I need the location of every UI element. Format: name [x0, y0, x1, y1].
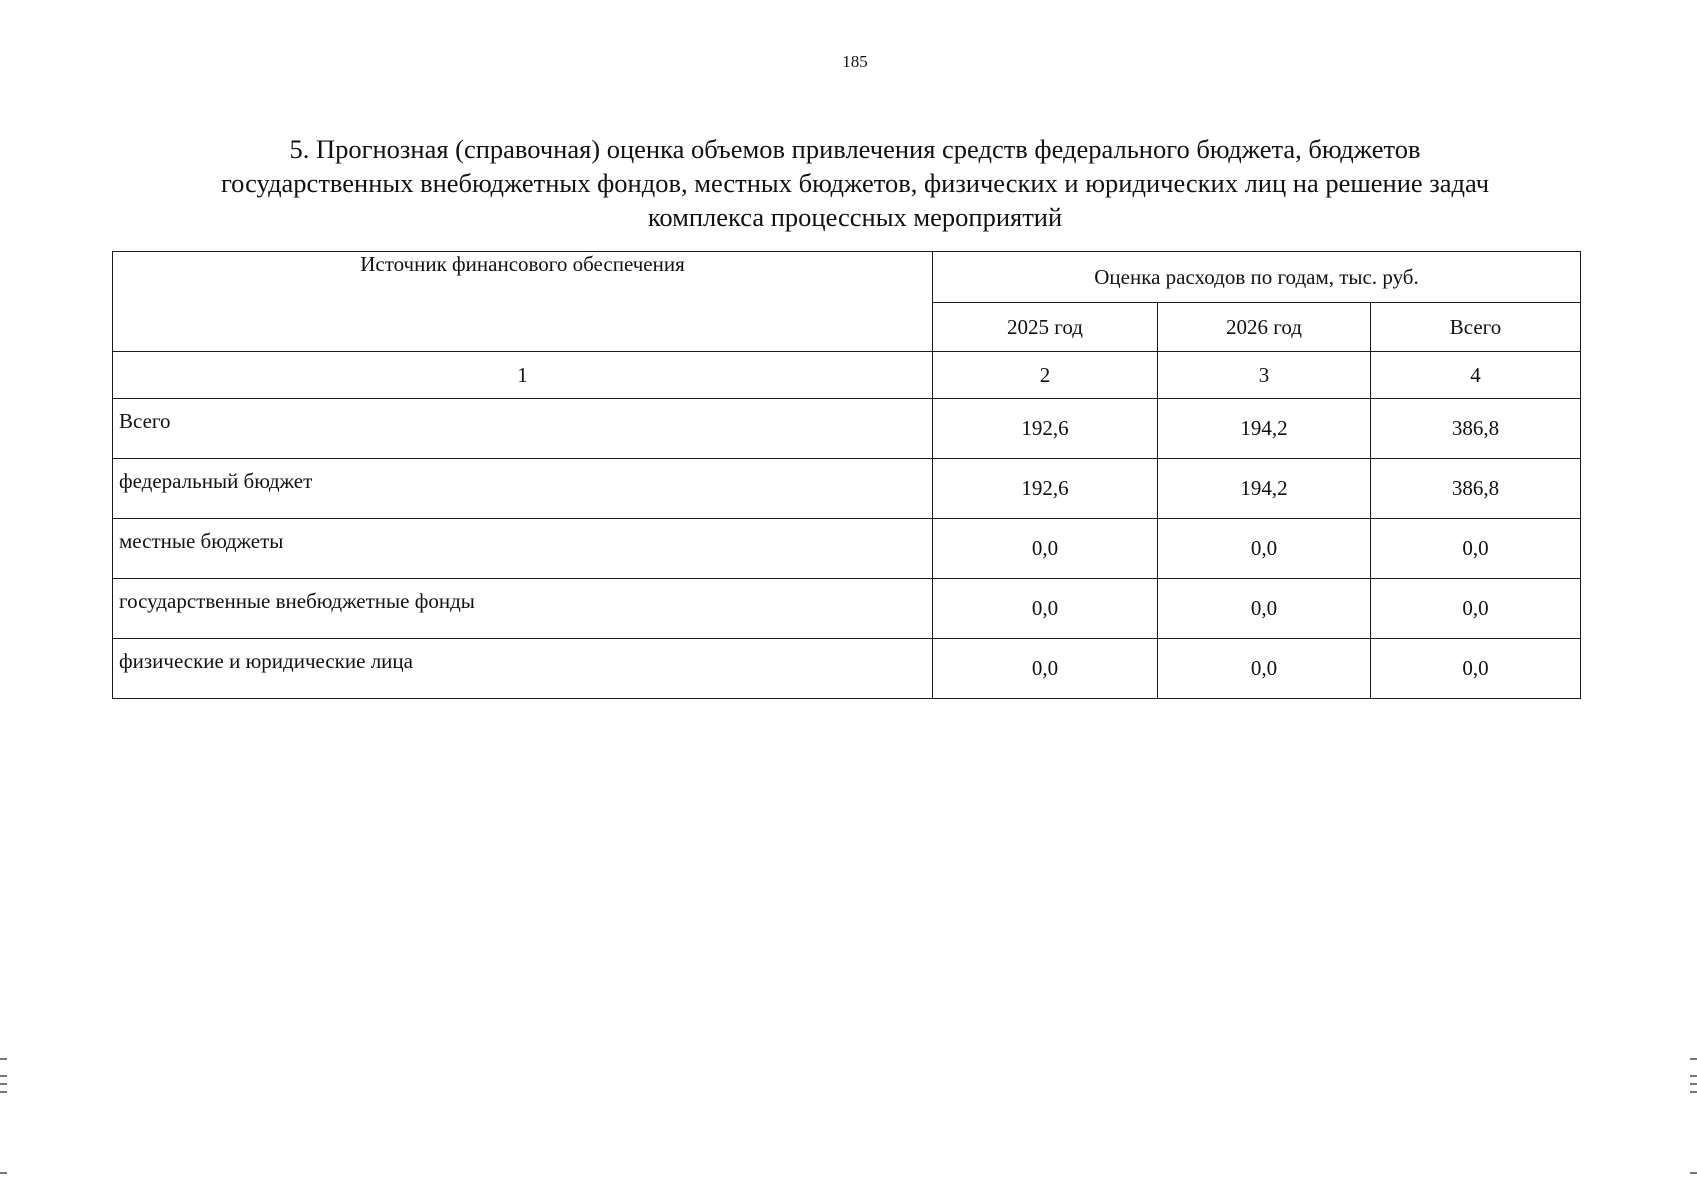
- value-2025: 192,6: [933, 459, 1158, 519]
- value-2026: 194,2: [1158, 459, 1371, 519]
- section-title-line-2: государственных внебюджетных фондов, местных бюджетов, физических и юридических лиц на решение задач: [220, 168, 1490, 198]
- value-total: 386,8: [1371, 459, 1581, 519]
- scan-artifact: [1690, 1083, 1697, 1085]
- page-number: 185: [842, 52, 868, 71]
- row-label: федеральный бюджет: [113, 459, 933, 519]
- scan-artifact: [1690, 1058, 1697, 1060]
- table-row: [113, 459, 1581, 519]
- value-2025: 0,0: [933, 519, 1158, 579]
- row-label: Всего: [113, 399, 933, 459]
- table-header-row: [113, 252, 1581, 303]
- row-label: государственные внебюджетные фонды: [113, 579, 933, 639]
- scan-artifact: [0, 1172, 7, 1174]
- value-total: 386,8: [1371, 399, 1581, 459]
- source-column-header: Источник финансового обеспечения: [113, 252, 933, 352]
- section-title: [150, 132, 1560, 234]
- value-2025: 0,0: [933, 639, 1158, 699]
- year-2025-header: 2025 год: [933, 303, 1158, 352]
- scan-artifact: [0, 1083, 7, 1085]
- year-2026-header: 2026 год: [1158, 303, 1371, 352]
- value-2026: 0,0: [1158, 579, 1371, 639]
- value-2025: 0,0: [933, 579, 1158, 639]
- section-title-line-1: 5. Прогнозная (справочная) оценка объемов привлечения средств федерального бюджета, бюджетов: [289, 134, 1421, 164]
- row-label: местные бюджеты: [113, 519, 933, 579]
- table-row: [113, 579, 1581, 639]
- value-total: 0,0: [1371, 579, 1581, 639]
- scan-artifact: [1690, 1172, 1697, 1174]
- value-2026: 0,0: [1158, 639, 1371, 699]
- scan-artifact: [0, 1075, 7, 1077]
- scan-artifact: [1690, 1075, 1697, 1077]
- scan-artifact: [0, 1058, 7, 1060]
- expense-estimate-header: Оценка расходов по годам, тыс. руб.: [933, 252, 1581, 303]
- column-number: 4: [1371, 352, 1581, 399]
- value-2026: 0,0: [1158, 519, 1371, 579]
- table-row: [113, 639, 1581, 699]
- column-number: 1: [113, 352, 933, 399]
- column-number: 3: [1158, 352, 1371, 399]
- value-total: 0,0: [1371, 519, 1581, 579]
- total-header: Всего: [1371, 303, 1581, 352]
- table-row: [113, 399, 1581, 459]
- section-title-line-3: комплекса процессных мероприятий: [647, 202, 1063, 232]
- row-label: физические и юридические лица: [113, 639, 933, 699]
- column-number-row: [113, 352, 1581, 399]
- scan-artifact: [1690, 1091, 1697, 1093]
- financing-table: [112, 251, 1581, 699]
- column-number: 2: [933, 352, 1158, 399]
- value-2026: 194,2: [1158, 399, 1371, 459]
- value-total: 0,0: [1371, 639, 1581, 699]
- scan-artifact: [0, 1091, 7, 1093]
- value-2025: 192,6: [933, 399, 1158, 459]
- table-row: [113, 519, 1581, 579]
